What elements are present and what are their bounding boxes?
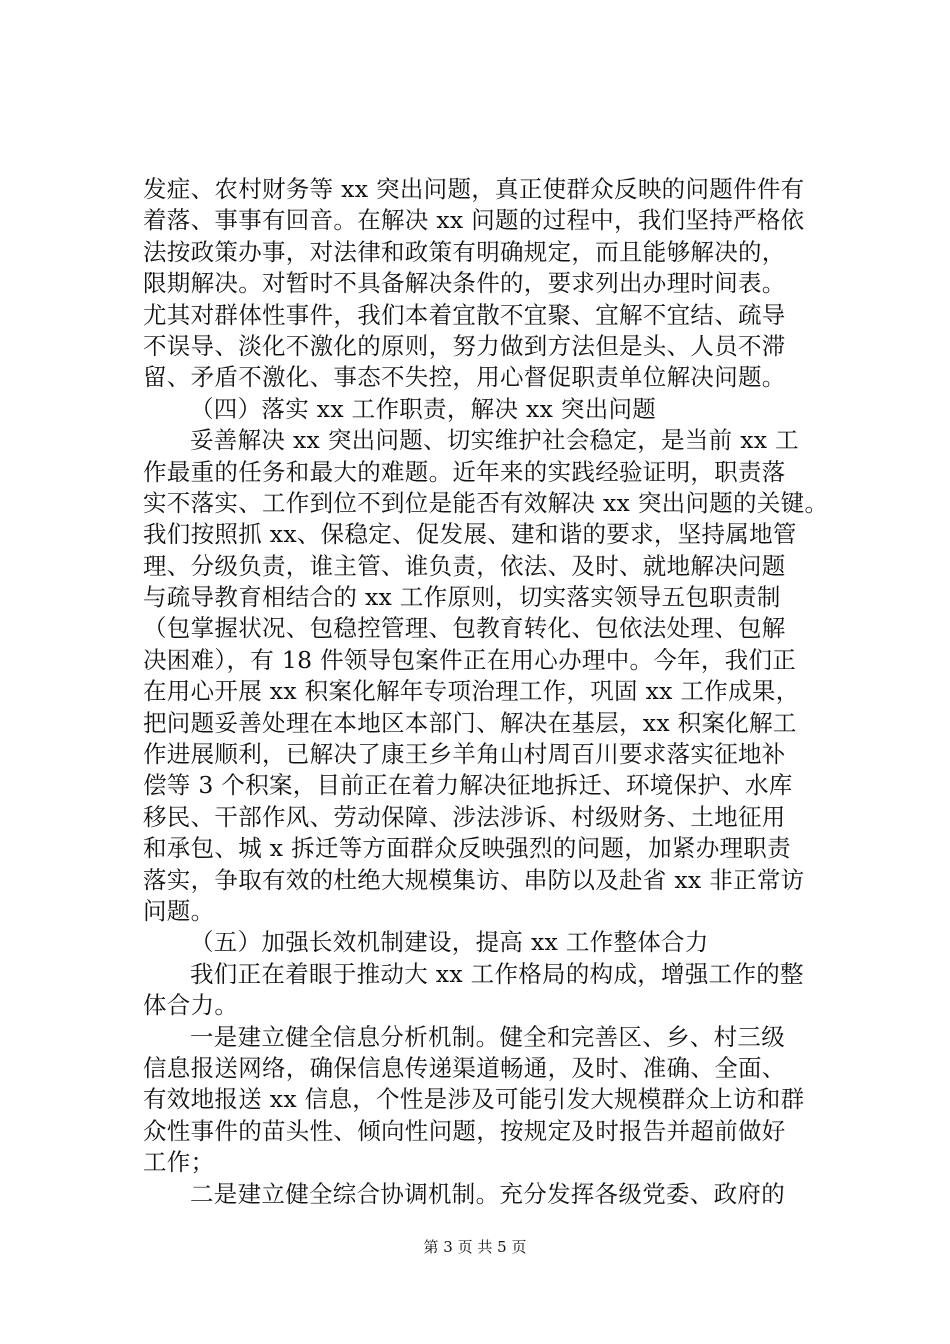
text-line: 问题。 (143, 896, 215, 925)
text-line: 有效地报送 xx 信息，个性是涉及可能引发大规模群众上访和群 (143, 1085, 805, 1114)
text-line: 不误导、淡化不激化的原则，努力做到方法但是头、人员不滞 (143, 331, 786, 360)
text-line: （包掌握状况、包稳控管理、包教育转化、包依法处理、包解 (143, 614, 786, 643)
text-line: 留、矛盾不激化、事态不失控，用心督促职责单位解决问题。 (143, 363, 786, 392)
section-heading: （五）加强长效机制建设，提高 xx 工作整体合力 (190, 928, 709, 957)
text-line: 作进展顺利，已解决了康王乡羊角山村周百川要求落实征地补 (143, 740, 786, 769)
text-line: 把问题妥善处理在本地区本部门、解决在基层，xx 积案化解工 (143, 708, 797, 737)
text-line: 尤其对群体性事件，我们本着宜散不宜聚、宜解不宜结、疏导 (143, 300, 786, 329)
text-line: 和承包、城 x 拆迁等方面群众反映强烈的问题，加紧办理职责 (143, 834, 791, 863)
text-line: 我们按照抓 xx、保稳定、促发展、建和谐的要求，坚持属地管 (143, 520, 797, 549)
text-line: 实不落实、工作到位不到位是能否有效解决 xx 突出问题的关键。 (143, 488, 829, 517)
text-line: 一是建立健全信息分析机制。健全和完善区、乡、村三级 (190, 1022, 785, 1051)
page-number: 第 3 页 共 5 页 (423, 1238, 527, 1256)
text-line: 二是建立健全综合协调机制。充分发挥各级党委、政府的 (190, 1179, 785, 1208)
text-line: 在用心开展 xx 积案化解年专项治理工作，巩固 xx 工作成果， (143, 677, 800, 706)
text-line: 发症、农村财务等 xx 突出问题，真正使群众反映的问题件件有 (143, 175, 805, 203)
text-line: 着落、事事有回音。在解决 xx 问题的过程中，我们坚持严格依 (143, 206, 805, 235)
text-line: 决困难），有 18 件领导包案件正在用心办理中。今年，我们正 (143, 645, 797, 674)
text-line: 偿等 3 个积案，目前正在着力解决征地拆迁、环境保护、水库 (143, 771, 793, 800)
text-line: 妥善解决 xx 突出问题、切实维护社会稳定，是当前 xx 工 (190, 426, 799, 455)
text-line: 与疏导教育相结合的 xx 工作原则，切实落实领导五包职责制 (143, 583, 781, 612)
text-line: 信息报送网络，确保信息传递渠道畅通，及时、准确、全面、 (143, 1053, 786, 1082)
text-line: 体合力。 (143, 991, 239, 1020)
text-line: 落实，争取有效的杜绝大规模集访、串防以及赴省 xx 非正常访 (143, 865, 805, 894)
document-body (143, 174, 833, 1210)
text-line: 我们正在着眼于推动大 xx 工作格局的构成，增强工作的整 (190, 959, 804, 988)
text-line: 作最重的任务和最大的难题。近年来的实践经验证明，职责落 (143, 457, 786, 486)
section-heading: （四）落实 xx 工作职责，解决 xx 突出问题 (190, 394, 657, 423)
text-line: 移民、干部作风、劳动保障、涉法涉诉、村级财务、土地征用 (143, 802, 786, 831)
text-line: 理、分级负责，谁主管、谁负责，依法、及时、就地解决问题 (143, 551, 786, 580)
text-line: 法按政策办事，对法律和政策有明确规定，而且能够解决的， (143, 237, 786, 266)
text-line: 众性事件的苗头性、倾向性问题，按规定及时报告并超前做好 (143, 1116, 786, 1145)
text-line: 工作； (143, 1148, 215, 1177)
text-line: 限期解决。对暂时不具备解决条件的，要求列出办理时间表。 (143, 269, 786, 298)
